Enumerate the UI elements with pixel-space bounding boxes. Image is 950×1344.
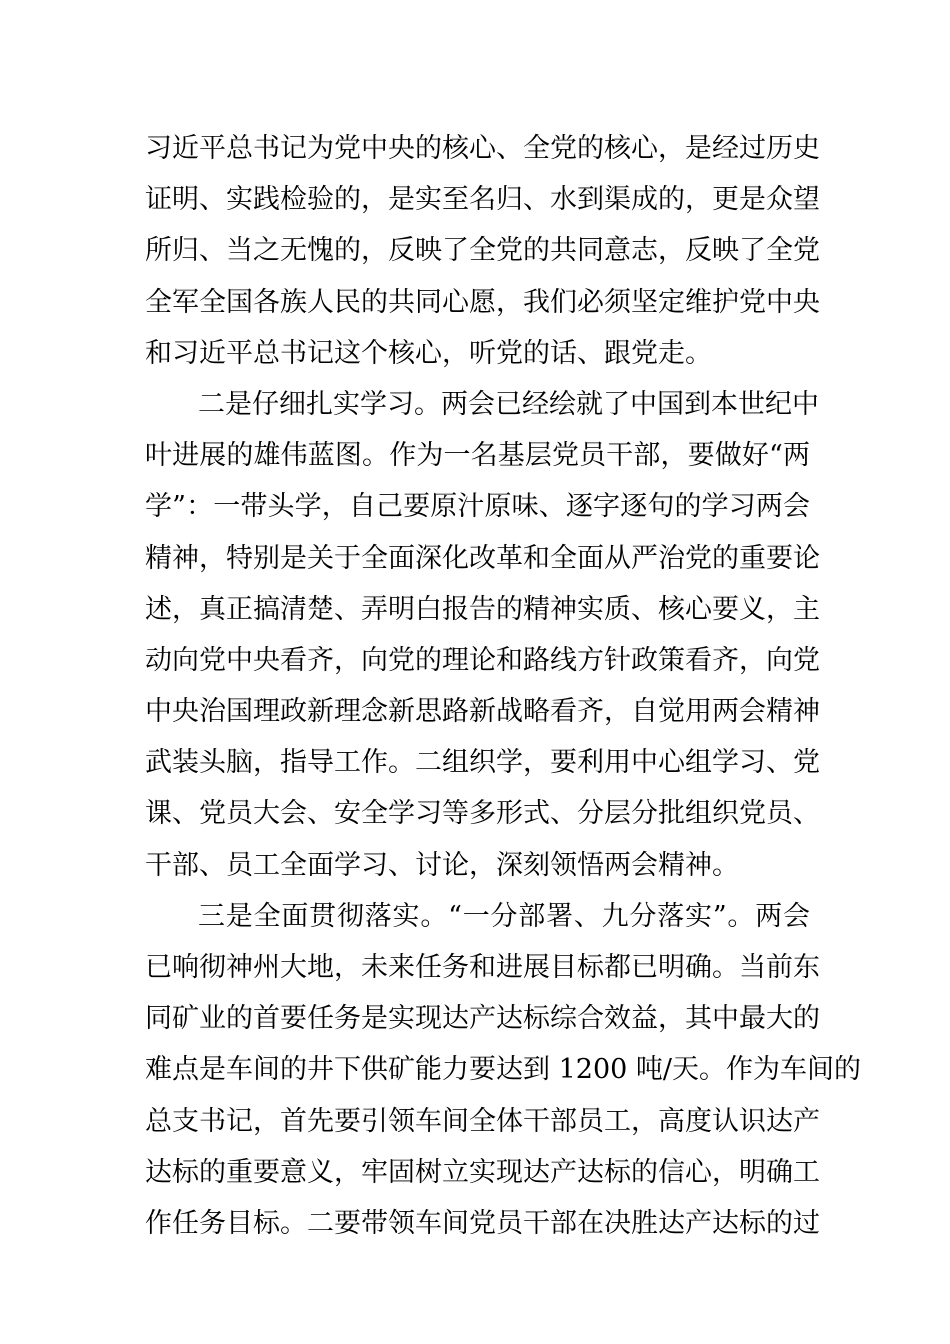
text-line: 难点是车间的井下供矿能力要达到 1200 吨/天。作为车间的 [145, 1054, 861, 1086]
document-body [145, 123, 861, 1249]
text-line: 和习近平总书记这个核心，听党的话、跟党走。 [145, 337, 712, 369]
text-line: 干部、员工全面学习、讨论，深刻领悟两会精神。 [145, 849, 739, 881]
text-line: 同矿业的首要任务是实现达产达标综合效益，其中最大的 [145, 1003, 820, 1035]
text-line: 武装头脑，指导工作。二组织学，要利用中心组学习、党 [145, 747, 820, 779]
text-line: 证明、实践检验的，是实至名归、水到渠成的，更是众望 [145, 184, 820, 216]
text-line: 所归、当之无愧的，反映了全党的共同意志，反映了全党 [145, 235, 820, 267]
text-line: 中央治国理政新理念新思路新战略看齐，自觉用两会精神 [145, 696, 820, 728]
text-line: 全军全国各族人民的共同心愿，我们必须坚定维护党中央 [145, 286, 820, 318]
text-line: 课、党员大会、安全学习等多形式、分层分批组织党员、 [145, 798, 820, 830]
text-line: 已响彻神州大地，未来任务和进展目标都已明确。当前东 [145, 952, 820, 983]
text-line: 达标的重要意义，牢固树立实现达产达标的信心，明确工 [145, 1156, 820, 1188]
paragraph-first-line: 三是全面贯彻落实。“一分部署、九分落实”。两会 [198, 900, 810, 932]
text-line: 叶进展的雄伟蓝图。作为一名基层党员干部，要做好“两 [145, 440, 810, 472]
text-line: 学”：一带头学，自己要原汁原味、逐字逐句的学习两会 [145, 491, 810, 523]
text-line: 动向党中央看齐，向党的理论和路线方针政策看齐，向党 [145, 644, 820, 676]
text-line: 精神，特别是关于全面深化改革和全面从严治党的重要论 [145, 542, 820, 574]
text-line: 述，真正搞清楚、弄明白报告的精神实质、核心要义，主 [145, 593, 820, 625]
text-line: 作任务目标。二要带领车间党员干部在决胜达产达标的过 [145, 1207, 820, 1239]
text-line: 习近平总书记为党中央的核心、全党的核心，是经过历史 [145, 133, 820, 164]
paragraph-first-line: 二是仔细扎实学习。两会已经绘就了中国到本世纪中 [198, 388, 819, 420]
text-line: 总支书记，首先要引领车间全体干部员工，高度认识达产 [145, 1105, 820, 1137]
